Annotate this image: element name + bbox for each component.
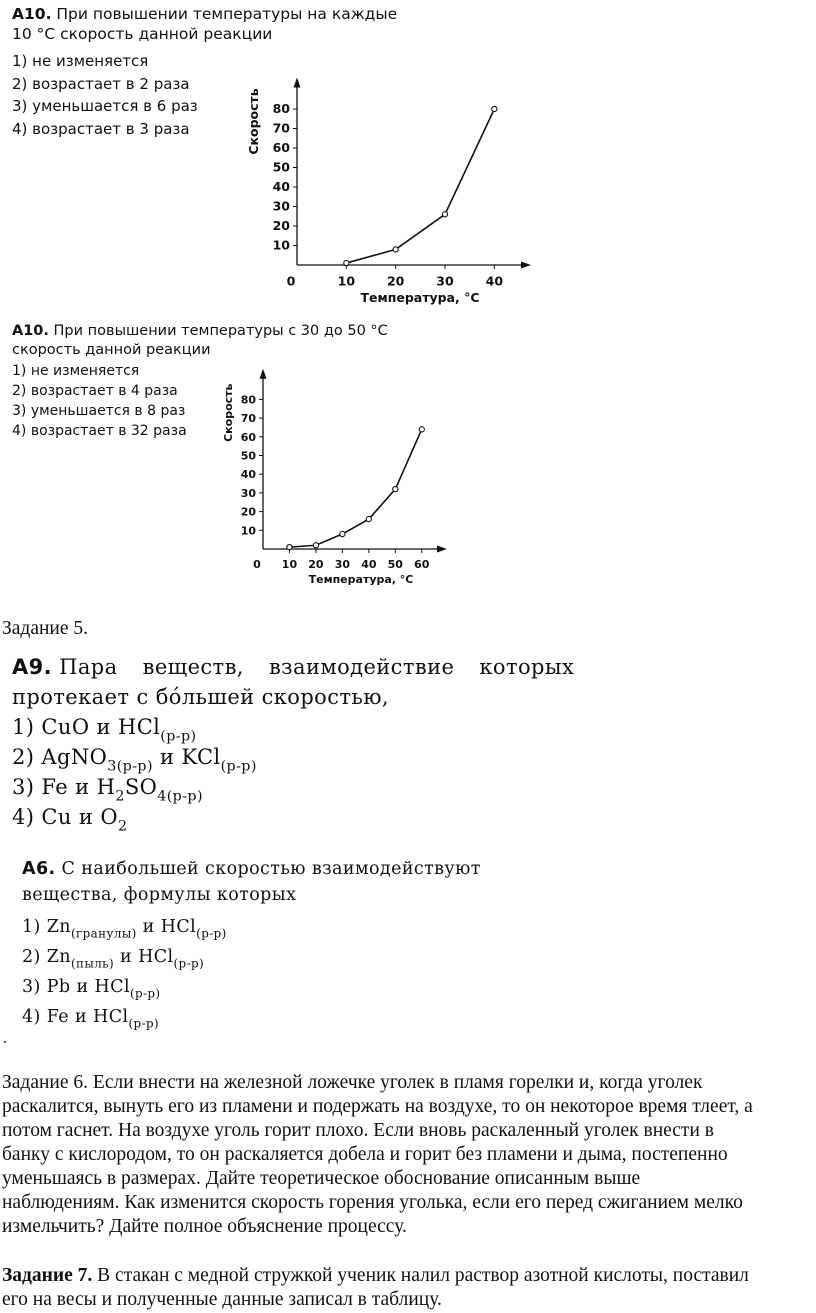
data-point: [344, 260, 349, 265]
q1-question: [12, 4, 472, 44]
x-tick-label: 10: [281, 558, 298, 571]
a6-line2: вещества, формулы которых: [22, 885, 297, 905]
q2-options: [12, 361, 232, 441]
y-tick-label: 80: [240, 393, 256, 407]
x-axis-arrow: [521, 262, 531, 269]
q1-option-1: 1) не изменяется: [12, 52, 149, 70]
task6-line-4: банку с кислородом, то он раскаляется добела и горит без пламени и дыма, постепенно: [2, 1144, 728, 1165]
data-point: [442, 212, 447, 217]
a6-option-4: 4) Fe и HCl$_{(р-р)}$: [22, 1007, 160, 1031]
q1-label: А10.: [12, 5, 52, 23]
a9-label: А9.: [12, 655, 53, 679]
task7-line2: его на весы и полученные данные записал в таблицу.: [2, 1289, 442, 1310]
x-tick-label: 0: [286, 273, 296, 289]
task7-paragraph: [2, 1264, 816, 1312]
x-axis-arrow: [437, 546, 447, 553]
a6-option-3: 3) Pb и HCl$_{(р-р)}$: [22, 977, 161, 1001]
x-tick-label: 30: [334, 558, 351, 571]
task6-line-2: раскалится, вынуть его из пламени и подержать на воздухе, то он некоторое время тлеет, а: [2, 1096, 753, 1117]
data-point: [313, 543, 318, 548]
q2-question: [12, 322, 472, 360]
x-tick-label: 10: [337, 273, 356, 289]
series-line: [346, 109, 494, 263]
data-point: [393, 487, 398, 492]
q2-label: А10.: [12, 323, 49, 339]
x-tick-label: 40: [361, 558, 377, 571]
data-point: [366, 516, 371, 521]
y-tick-label: 60: [272, 140, 290, 155]
a6-option-2: 2) $Zn_{(пыль)}$ и HCl$_{(р-р)}$: [22, 947, 205, 971]
y-tick-label: 10: [240, 524, 256, 538]
q2-option-4: 4) возрастает в 32 раза: [12, 423, 187, 439]
y-tick-label: 80: [272, 101, 290, 116]
a6-line1: С наибольшей скоростью взаимодействуют: [61, 859, 481, 879]
q1-title-line2: 10 °C скорость данной реакции: [12, 25, 273, 43]
chart-2: [222, 374, 430, 594]
q1-title-line1: При повышении температуры на каждые: [56, 5, 398, 23]
x-axis-label: Температура, °C: [360, 290, 480, 305]
y-tick-label: 10: [272, 237, 290, 253]
x-tick-label: 30: [436, 273, 454, 289]
q1-option-4: 4) возрастает в 3 раза: [12, 119, 190, 138]
a9-option-4: 4) Cu и $O_2$: [12, 805, 128, 835]
y-tick-label: 60: [240, 430, 256, 444]
q2-title-line1: При повышении температуры с 30 до 50 °C: [53, 323, 388, 339]
y-tick-label: 70: [272, 120, 290, 136]
q2-title-line2: скорость данной реакции: [12, 342, 211, 358]
x-tick-label: 20: [386, 273, 405, 289]
task5-heading: Задание 5.: [2, 618, 89, 639]
y-tick-label: 30: [272, 198, 290, 214]
x-tick-label: 60: [414, 558, 430, 571]
y-tick-label: 20: [240, 505, 256, 519]
x-tick-label: 40: [485, 273, 504, 289]
q2-option-1: 1) не изменяется: [12, 363, 140, 379]
a9-line1: Пара веществ, взаимодействие которых: [59, 655, 575, 679]
data-point: [340, 531, 345, 536]
x-axis-label: Температура, °C: [308, 573, 414, 586]
a9-option-2: 2) AgNO$_{3(р-р)}$ и KCl$_{(р-р)}$: [12, 745, 257, 775]
y-axis-label: Скорость: [222, 383, 235, 442]
q1-option-3: 3) уменьшается в 6 раз: [12, 97, 198, 115]
data-point: [492, 106, 497, 111]
y-tick-label: 70: [240, 412, 256, 426]
task7-label: Задание 7.: [2, 1265, 93, 1286]
y-tick-label: 50: [272, 159, 290, 175]
data-point: [287, 545, 292, 550]
q2-option-2: 2) возрастает в 4 раза: [12, 383, 178, 399]
stray-dot: .: [3, 1030, 7, 1047]
task6-line-6: наблюдениям. Как изменится скорость горения уголька, если его перед сжиганием мелко: [2, 1192, 743, 1213]
q2-option-3: 3) уменьшается в 8 раз: [12, 403, 186, 419]
a6-option-1: 1) $Zn_{(гранулы)}$ и HCl$_{(р-р)}$: [22, 917, 227, 941]
a9-option-3: 3) Fe и $H_2SO_{4(р-р)}$: [12, 775, 203, 805]
data-point: [393, 247, 398, 252]
task7-line1: В стакан с медной стружкой ученик налил раствор азотной кислоты, поставил: [92, 1265, 749, 1286]
task5-a6: [22, 856, 802, 1030]
task6-line-1: Задание 6. Если внести на железной ложечке уголек в пламя горелки и, когда уголек: [2, 1072, 703, 1093]
y-tick-label: 50: [240, 449, 256, 463]
task6-paragraph: [2, 1071, 816, 1239]
a9-option-1: 1) CuO и HCl$_{(р-р)}$: [12, 715, 197, 745]
task6-line-5: уменьшаясь в размерах. Дайте теоретическое обоснование описанным выше: [2, 1168, 641, 1189]
x-tick-label: 50: [387, 558, 403, 571]
chart-1: [232, 58, 504, 308]
a9-line2: протекает с бо́льшей скоростью,: [12, 685, 389, 709]
y-axis-label: Скорость: [246, 88, 261, 155]
q1-option-2: 2) возрастает в 2 раза: [12, 74, 190, 93]
y-tick-label: 40: [240, 468, 256, 482]
q1-options: [12, 50, 252, 140]
task6-line-3: потом гаснет. На воздухе уголь горит плохо. Если вновь раскаленный уголек внести в: [2, 1120, 714, 1141]
y-tick-label: 20: [272, 218, 290, 233]
x-tick-label: 20: [308, 558, 324, 571]
a6-label: А6.: [22, 859, 56, 879]
y-tick-label: 40: [272, 179, 290, 194]
y-axis-arrow: [260, 369, 267, 379]
y-axis-arrow: [294, 78, 301, 88]
x-tick-label: 0: [253, 558, 261, 571]
task5-a9: [12, 652, 812, 835]
data-point: [419, 427, 424, 432]
y-tick-label: 30: [240, 486, 256, 500]
task6-line-7: измельчить? Дайте полное объяснение процессу.: [2, 1216, 407, 1237]
series-line: [289, 429, 421, 547]
